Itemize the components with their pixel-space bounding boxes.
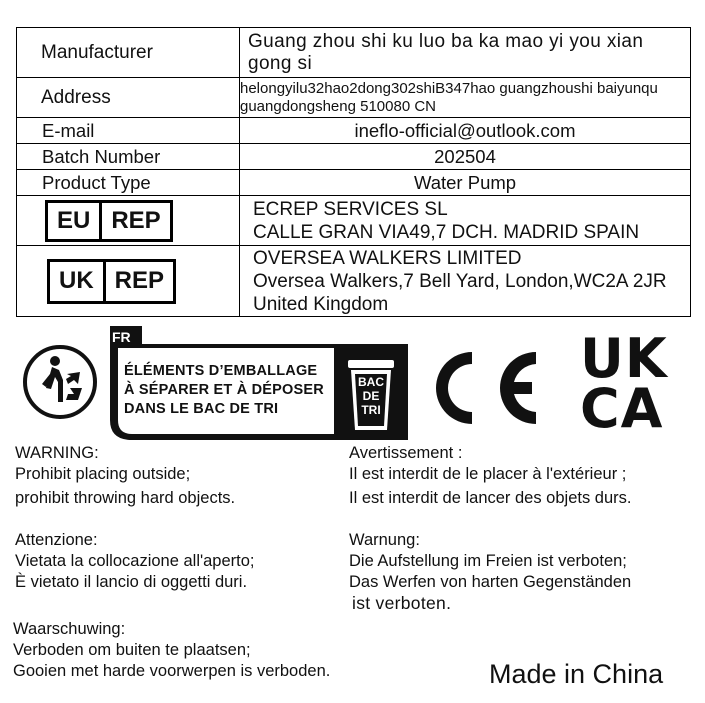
warning-italian: [15, 530, 255, 593]
warning-dutch-line-2: Gooien met harde voorwerpen is verboden.: [13, 662, 331, 680]
warning-english-line-2: prohibit throwing hard objects.: [15, 489, 236, 507]
warning-german: [349, 530, 631, 614]
uk-rep-row: [17, 246, 691, 317]
eu-rep-line-1: ECREP SERVICES SL: [253, 198, 448, 220]
email-row: [17, 118, 691, 144]
batch-value: 202504: [240, 144, 691, 170]
warning-dutch: [13, 619, 330, 682]
warning-italian-line-1: Vietata la collocazione all'aperto;: [15, 552, 255, 570]
manufacturer-row: [17, 28, 691, 78]
address-line-1: helongyilu32hao2dong302shiB347hao guangzhoushi baiyunqu: [240, 79, 658, 97]
warning-english-title: WARNING:: [15, 444, 99, 462]
bin-label-line-1: BAC: [358, 375, 384, 389]
warning-dutch-line-1: Verboden om buiten te plaatsen;: [13, 641, 251, 659]
bin-label-line-2: DE: [362, 389, 380, 403]
product-type-value: Water Pump: [240, 170, 691, 196]
warning-french-line-1: Il est interdit de le placer à l'extérieur ;: [349, 465, 627, 483]
uk-rep-badge-region: UK: [59, 267, 94, 294]
warning-italian-title: Attenzione:: [15, 531, 98, 549]
uk-rep-line-3: United Kingdom: [253, 293, 389, 315]
triman-line-2: À SÉPARER ET À DÉPOSER: [124, 382, 324, 398]
uk-rep-badge-cell: [17, 246, 240, 317]
warning-german-line-1: Die Aufstellung im Freien ist verboten;: [349, 552, 627, 570]
uk-rep-details: [240, 246, 691, 317]
manufacturer-line-2: gong si: [248, 52, 313, 74]
warning-italian-line-2: È vietato il lancio di oggetti duri.: [15, 573, 248, 591]
bin-label-line-3: TRI: [361, 403, 381, 417]
ukca-top: UK: [580, 327, 668, 390]
eu-rep-badge-region: EU: [57, 206, 91, 234]
warning-german-line-2: Das Werfen von harten Gegenständen: [349, 573, 632, 591]
email-label: E-mail: [17, 118, 240, 144]
manufacturer-label: Manufacturer: [17, 28, 240, 78]
batch-row: [17, 144, 691, 170]
eu-rep-row: [17, 196, 691, 246]
triman-line-3: DANS LE BAC DE TRI: [124, 401, 279, 417]
warning-english: [15, 443, 235, 509]
address-row: [17, 78, 691, 118]
product-info-table: [16, 27, 691, 317]
uk-rep-line-2: Oversea Walkers,7 Bell Yard, London,WC2A 2JR: [253, 270, 667, 292]
bin-label: [356, 375, 386, 417]
ce-mark-icon: [432, 346, 544, 430]
eu-rep-details: [240, 196, 691, 246]
ukca-bottom: CA: [580, 377, 664, 440]
warning-german-title: Warnung:: [349, 531, 420, 549]
warning-french: [349, 443, 631, 509]
eu-rep-line-2: CALLE GRAN VIA49,7 DCH. MADRID SPAIN: [253, 221, 640, 243]
triman-country-code: FR: [112, 329, 131, 345]
address-value: [240, 78, 691, 118]
batch-label: Batch Number: [17, 144, 240, 170]
address-label: Address: [17, 78, 240, 118]
made-in-label: Made in China: [489, 659, 664, 689]
manufacturer-line-1: Guang zhou shi ku luo ba ka mao yi you xian: [248, 30, 644, 52]
product-type-row: [17, 170, 691, 196]
warning-english-line-1: Prohibit placing outside;: [15, 465, 191, 483]
uk-rep-badge-rep: REP: [103, 262, 173, 301]
warning-german-line-3: ist verboten.: [352, 593, 452, 613]
product-type-label: Product Type: [17, 170, 240, 196]
recycle-person-icon: [22, 344, 98, 420]
eu-rep-badge-cell: [17, 196, 240, 246]
warning-french-title: Avertissement :: [349, 444, 463, 462]
ukca-mark: [580, 327, 684, 440]
triman-line-1: ÉLÉMENTS D’EMBALLAGE: [124, 363, 318, 379]
warning-dutch-title: Waarschuwing:: [13, 620, 126, 638]
triman-instructions: [124, 362, 334, 419]
address-line-2: guangdongsheng 510080 CN: [240, 97, 437, 115]
manufacturer-value: [240, 28, 691, 78]
uk-rep-line-1: OVERSEA WALKERS LIMITED: [253, 247, 522, 269]
email-value: ineflo-official@outlook.com: [240, 118, 691, 144]
warning-french-line-2: Il est interdit de lancer des objets durs.: [349, 489, 632, 507]
eu-rep-badge: [45, 200, 173, 242]
eu-rep-badge-rep: REP: [99, 203, 169, 239]
uk-rep-badge: [47, 259, 176, 304]
